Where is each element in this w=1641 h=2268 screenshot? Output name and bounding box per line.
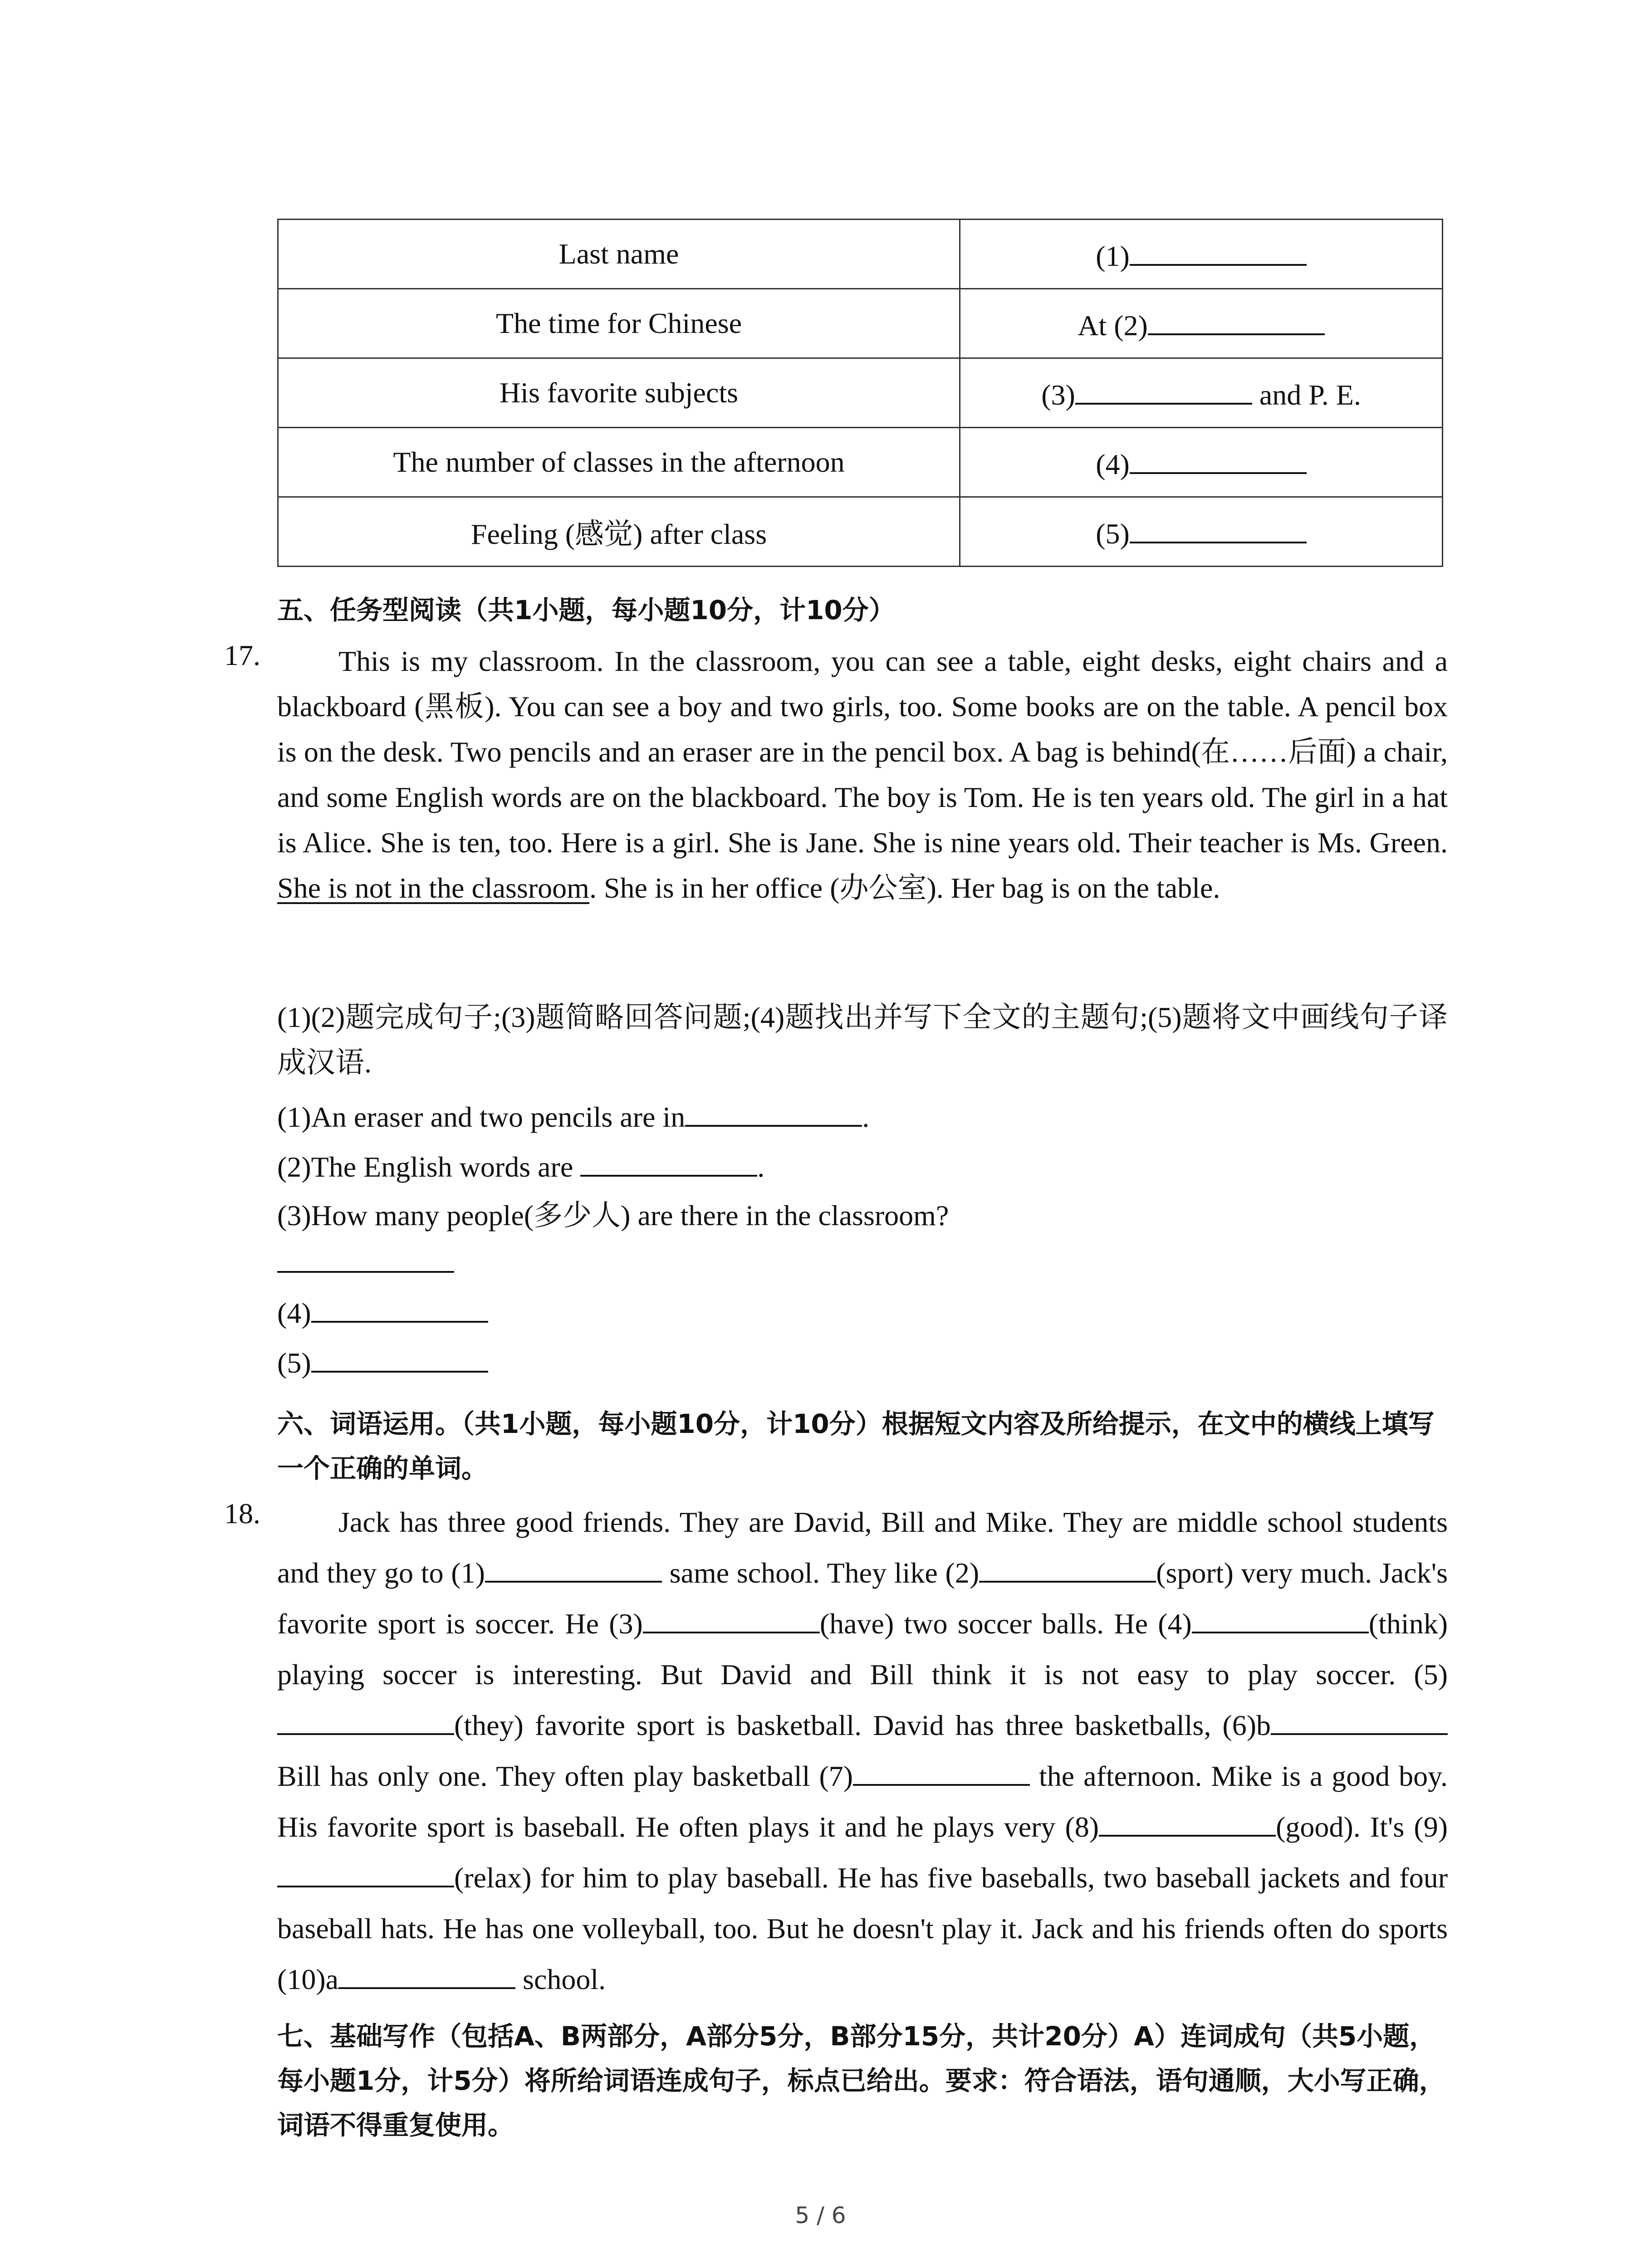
answer-blank[interactable] <box>277 1242 454 1273</box>
answer-blank[interactable] <box>1130 513 1307 543</box>
answer-blank[interactable] <box>277 1704 454 1735</box>
table-row <box>278 358 1443 428</box>
underlined-sentence: She is not in the classroom <box>277 872 589 904</box>
row-answer: (4) <box>960 428 1443 497</box>
answer-blank[interactable] <box>685 1096 862 1127</box>
answer-blank[interactable] <box>277 1857 454 1887</box>
row-label: The number of classes in the afternoon <box>278 428 960 497</box>
answer-blank[interactable] <box>311 1342 488 1373</box>
table-row <box>278 289 1443 358</box>
reading-passage: This is my classroom. In the classroom, you can see a table, eight desks, eight chairs and a blackboard (黑板). You can see a boy and two girls, too. Some books are on the table. A pencil box is on the desk. Two pencils and an eraser are in the pencil box. A bag is behind(在……后面) a chair, and some English words are on the blackboard. The boy is Tom. He is ten years old. The girl in a hat is Alice. She is ten, too. Here is a girl. She is Jane. She is nine years old. Their teacher is Ms. Green. She is not in the classroom. She is in her office (办公室). Her bag is on the table. <box>277 645 1448 904</box>
row-label: Feeling (感觉) after class <box>278 497 960 567</box>
answer-blank[interactable] <box>311 1292 488 1323</box>
row-answer: (5) <box>960 497 1443 567</box>
question-number: 17. <box>224 639 260 671</box>
row-answer: (3) and P. E. <box>960 358 1443 428</box>
row-label: Last name <box>278 220 960 289</box>
cloze-passage: Jack has three good friends. They are David, Bill and Mike. They are middle school students and they go to (1) same school. They like (2) (sport) very much. Jack's favorite sport is soccer. He (3) (have) two soccer balls. He (4) (think) playing soccer is interesting. But David and Bill think it is not easy to play soccer. (5)(they) favorite sport is basketball. David has three basketballs, (6)b Bill has only one. They often play basketball (7) the afternoon. Mike is a good boy. His favorite sport is baseball. He often plays it and he plays very (8) (good). It's (9)(relax) for him to play baseball. He has five baseballs, two baseball jackets and four baseball hats. He has one volleyball, too. But he doesn't play it. Jack and his friends often do sports (10)a school. <box>277 1506 1448 1995</box>
instructions: (1)(2)题完成句子;(3)题简略回答问题;(4)题找出并写下全文的主题句;(5)题将文中画线句子译成汉语. <box>277 1001 1448 1079</box>
answer-blank[interactable] <box>853 1755 1030 1786</box>
row-label: The time for Chinese <box>278 289 960 358</box>
question-2: (2)The English words are . <box>277 1146 764 1184</box>
row-answer: At (2) <box>960 289 1443 358</box>
answer-blank[interactable] <box>1130 443 1307 474</box>
answer-blank[interactable] <box>1148 304 1325 335</box>
question-1: (1)An eraser and two pencils are in . <box>277 1096 869 1134</box>
question-4: (4) <box>277 1292 488 1330</box>
row-label: His favorite subjects <box>278 358 960 428</box>
table-row <box>278 428 1443 497</box>
answer-blank[interactable] <box>1099 1806 1276 1837</box>
question-number: 18. <box>224 1497 260 1530</box>
answer-blank[interactable] <box>580 1146 757 1177</box>
answer-blank[interactable] <box>485 1552 662 1583</box>
info-table <box>277 219 1443 567</box>
answer-blank[interactable] <box>1130 235 1307 266</box>
row-answer: (1) <box>960 220 1443 289</box>
answer-blank[interactable] <box>643 1603 820 1633</box>
section-5-heading: 五、任务型阅读（共1小题，每小题10分，计10分） <box>277 595 895 626</box>
answer-blank[interactable] <box>979 1552 1156 1583</box>
question-3-answer <box>277 1242 454 1280</box>
table-row <box>278 220 1443 289</box>
page-number: 5 / 6 <box>795 2202 846 2229</box>
section-7-heading: 七、基础写作（包括A、B两部分，A部分5分，B部分15分，共计20分）A）连词成句（共5小题，每小题1分，计5分）将所给词语连成句子，标点已给出。要求：符合语法，语句通顺，大小写正确，词语不得重复使用。 <box>277 2021 1445 2141</box>
answer-blank[interactable] <box>1192 1603 1369 1633</box>
question-3: (3)How many people(多少人) are there in the classroom? <box>277 1199 949 1232</box>
answer-blank[interactable] <box>1075 374 1252 405</box>
answer-blank[interactable] <box>1271 1704 1448 1735</box>
answer-blank[interactable] <box>338 1958 515 1989</box>
question-5: (5) <box>277 1342 488 1380</box>
table-row <box>278 497 1443 567</box>
section-6-heading: 六、词语运用。（共1小题，每小题10分，计10分）根据短文内容及所给提示，在文中的横线上填写一个正确的单词。 <box>277 1408 1435 1484</box>
